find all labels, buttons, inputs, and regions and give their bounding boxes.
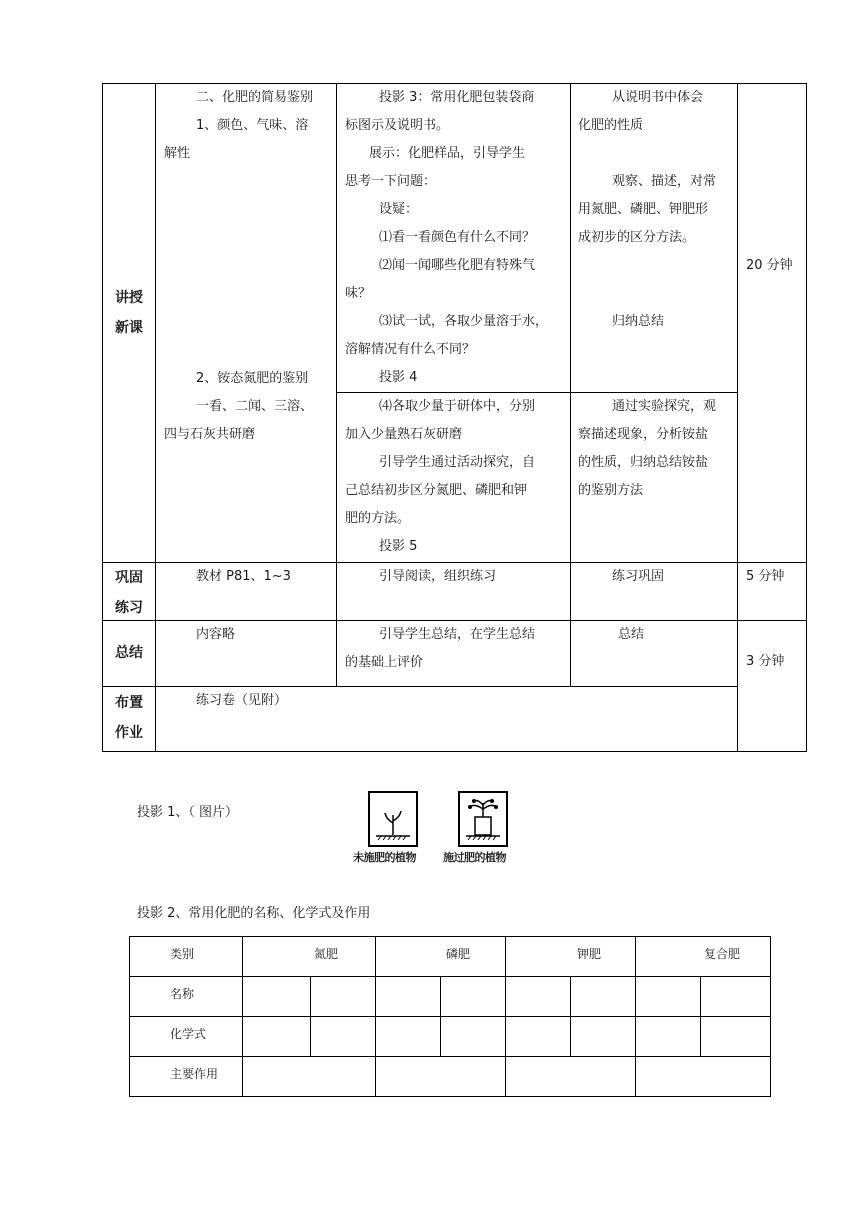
teacher-line: 的基础上评价 — [345, 655, 424, 670]
content-line: 四与石灰共研磨 — [164, 427, 256, 442]
section-label-line1: 巩固 — [115, 570, 143, 586]
teaching-content-bottom — [164, 365, 332, 449]
section-label-line2: 练习 — [115, 600, 143, 616]
teacher-line: 设疑： — [379, 202, 419, 217]
section-label-line2: 新课 — [115, 320, 143, 336]
teacher-line: ⑶试一试，各取少量溶于水， — [379, 314, 549, 329]
student-line: 的鉴别方法 — [578, 483, 644, 498]
teaching-content-top — [164, 84, 332, 168]
consolidate-content: 教材 P81、1~3 — [196, 569, 291, 584]
time-summary: 3 分钟 — [746, 654, 785, 669]
teacher-line: 标图示及说明书。 — [345, 118, 450, 133]
header-category: 类别 — [170, 947, 195, 961]
time-consolidate: 5 分钟 — [746, 569, 785, 584]
summary-student: 总结 — [618, 627, 645, 642]
section-label-homework — [103, 688, 155, 748]
teacher-line: 展示：化肥样品，引导学生 — [369, 146, 526, 161]
teacher-line: 思考一下问题： — [345, 174, 437, 189]
consolidate-student: 练习巩固 — [612, 569, 665, 584]
student-line: 观察、描述，对常 — [612, 174, 717, 189]
teacher-activity-top — [345, 84, 567, 392]
content-line: 解性 — [164, 146, 191, 161]
projection2-title: 投影 2、常用化肥的名称、化学式及作用 — [137, 906, 371, 921]
section-label-line2: 作业 — [115, 725, 143, 741]
student-line: 成初步的区分方法。 — [578, 230, 696, 245]
summary-teacher — [345, 621, 567, 677]
student-line: 归纳总结 — [612, 314, 665, 329]
section-label-summary: 总结 — [115, 645, 143, 661]
content-line: 2、铵态氮肥的鉴别 — [196, 371, 309, 386]
student-line: 化肥的性质 — [578, 118, 644, 133]
teacher-line: ⑷各取少量于研体中，分别 — [379, 399, 536, 414]
header-nitrogen: 氮肥 — [314, 947, 339, 961]
homework-content: 练习卷（见附） — [196, 693, 288, 708]
teacher-line: 投影 4 — [379, 370, 418, 385]
content-line: 一看、二闻、三溶、 — [196, 399, 314, 414]
row-label-function: 主要作用 — [170, 1067, 219, 1081]
teacher-line: 投影 5 — [379, 539, 418, 554]
row-label-name: 名称 — [170, 987, 195, 1001]
teacher-line: ⑵闻一闻哪些化肥有特殊气 — [379, 258, 536, 273]
teacher-line: 加入少量熟石灰研磨 — [345, 427, 463, 442]
unfertilized-caption: 未施肥的植物 — [353, 851, 416, 864]
header-compound: 复合肥 — [704, 947, 741, 961]
teacher-line: ⑴看一看颜色有什么不同？ — [379, 230, 536, 245]
student-line: 察描述现象，分析铵盐 — [578, 427, 709, 442]
teacher-line: 投影 3：常用化肥包装袋商 — [379, 90, 535, 105]
teacher-line: 肥的方法。 — [345, 511, 411, 526]
teacher-line: 己总结初步区分氮肥、磷肥和钾 — [345, 483, 528, 498]
summary-content: 内容略 — [196, 627, 236, 642]
section-label-teaching — [103, 283, 155, 343]
teacher-line: 引导学生总结，在学生总结 — [379, 627, 536, 642]
header-potassium: 钾肥 — [577, 947, 602, 961]
header-phosphorus: 磷肥 — [446, 947, 471, 961]
row-label-formula: 化学式 — [170, 1027, 207, 1041]
fertilized-caption: 施过肥的植物 — [443, 851, 506, 864]
student-line: 从说明书中体会 — [612, 90, 704, 105]
projection1-label: 投影 1、（ 图片） — [137, 805, 239, 820]
teacher-activity-bottom — [345, 393, 567, 561]
student-line: 用氮肥、磷肥、钾肥形 — [578, 202, 709, 217]
student-activity-bottom — [578, 393, 734, 505]
section-label-consolidate — [103, 563, 155, 623]
section-label-line1: 讲授 — [115, 290, 143, 306]
teacher-line: 引导学生通过活动探究，自 — [379, 455, 536, 470]
seedling-icon — [368, 791, 418, 847]
content-line: 二、化肥的简易鉴别 — [196, 90, 314, 105]
student-line: 通过实验探究，观 — [612, 399, 717, 414]
fertilized-plant-icon — [458, 791, 508, 847]
teacher-line: 味？ — [345, 286, 372, 301]
content-line: 1、颜色、气味、溶 — [196, 118, 309, 133]
student-line: 的性质，归纳总结铵盐 — [578, 455, 709, 470]
time-teaching: 20 分钟 — [746, 258, 793, 273]
section-label-line1: 布置 — [115, 695, 143, 711]
student-activity-top — [578, 84, 734, 336]
consolidate-teacher: 引导阅读，组织练习 — [379, 569, 497, 584]
teacher-line: 溶解情况有什么不同？ — [345, 342, 476, 357]
